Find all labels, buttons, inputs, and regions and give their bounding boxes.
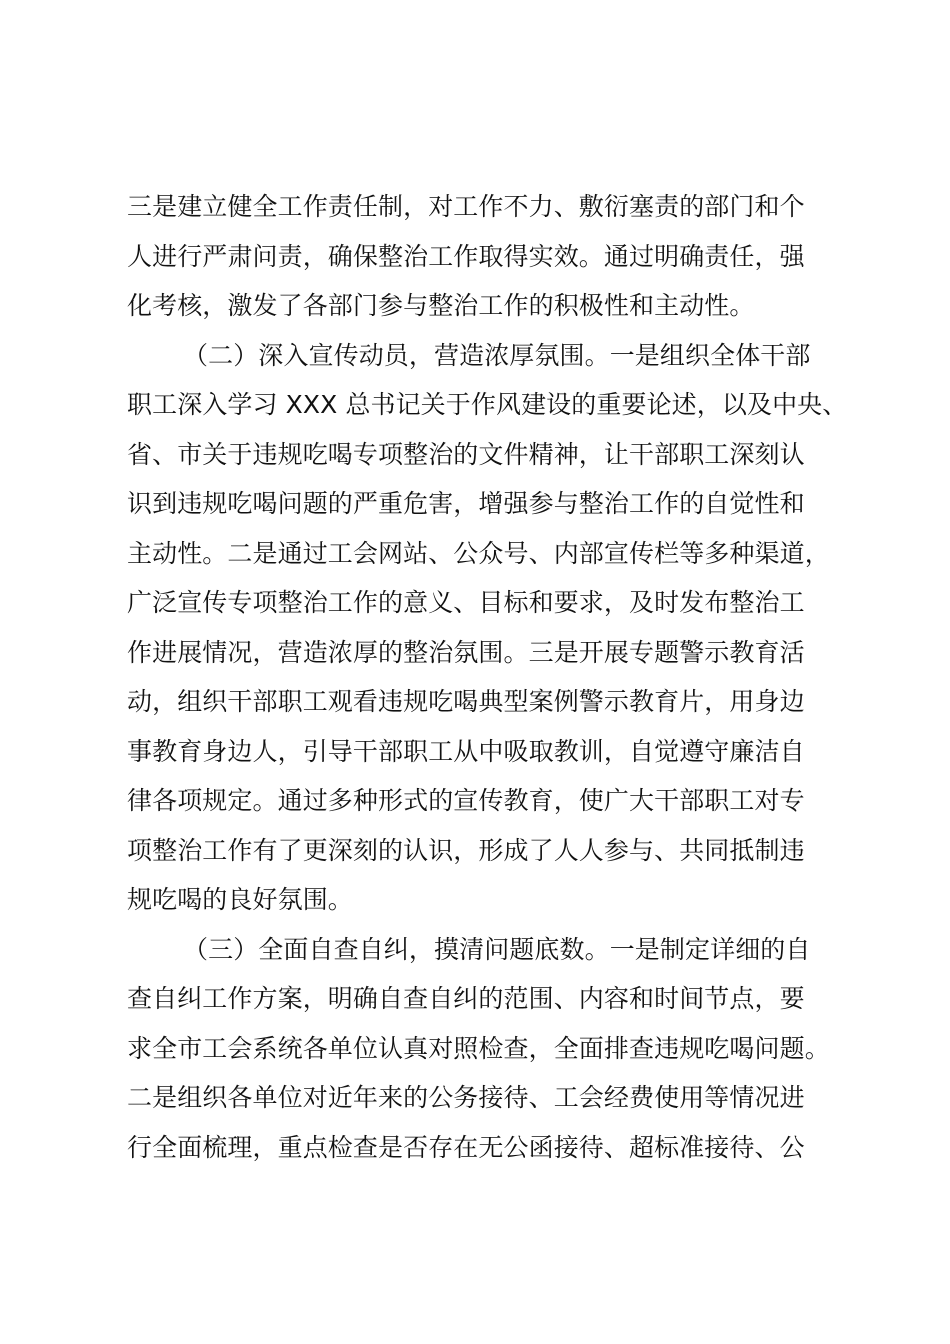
text-line: 事教育身边人，引导干部职工从中吸取教训，自觉遵守廉洁自 xyxy=(127,736,805,766)
section-heading-line: （二）深入宣传动员，营造浓厚氛围。一是组织全体干部 xyxy=(183,340,811,370)
text-line: 主动性。二是通过工会网站、公众号、内部宣传栏等多种渠道， xyxy=(127,538,830,568)
text-line: 三是建立健全工作责任制，对工作不力、敷衍塞责的部门和个 xyxy=(127,192,805,221)
text-line: 律各项规定。通过多种形式的宣传教育，使广大干部职工对专 xyxy=(127,786,805,815)
document-body xyxy=(127,182,848,1172)
text-line: 查自纠工作方案，明确自查自纠的范围、内容和时间节点，要 xyxy=(127,984,805,1013)
text-line: 广泛宣传专项整治工作的意义、目标和要求，及时发布整治工 xyxy=(127,588,805,617)
text-line: 求全市工会系统各单位认真对照检查，全面排查违规吃喝问题。 xyxy=(127,1033,830,1063)
text-line: 项整治工作有了更深刻的认识，形成了人人参与、共同抵制违 xyxy=(127,835,805,865)
text-line: 动，组织干部职工观看违规吃喝典型案例警示教育片，用身边 xyxy=(127,687,805,716)
section-heading-line: （三）全面自查自纠，摸清问题底数。一是制定详细的自 xyxy=(183,934,811,964)
text-line: 人进行严肃问责，确保整治工作取得实效。通过明确责任，强 xyxy=(127,241,805,271)
text-line: 二是组织各单位对近年来的公务接待、工会经费使用等情况进 xyxy=(127,1083,805,1112)
text-line: 行全面梳理，重点检查是否存在无公函接待、超标准接待、公 xyxy=(127,1132,805,1162)
text-line: 识到违规吃喝问题的严重危害，增强参与整治工作的自觉性和 xyxy=(127,489,805,518)
text-line: 省、市关于违规吃喝专项整治的文件精神，让干部职工深刻认 xyxy=(127,439,805,469)
text-line: 作进展情况，营造浓厚的整治氛围。三是开展专题警示教育活 xyxy=(127,637,805,667)
text-line: 规吃喝的良好氛围。 xyxy=(127,885,353,914)
text-line: 化考核，激发了各部门参与整治工作的积极性和主动性。 xyxy=(127,291,755,320)
text-line: 职工深入学习 XXX 总书记关于作风建设的重要论述，以及中央、 xyxy=(127,390,848,419)
